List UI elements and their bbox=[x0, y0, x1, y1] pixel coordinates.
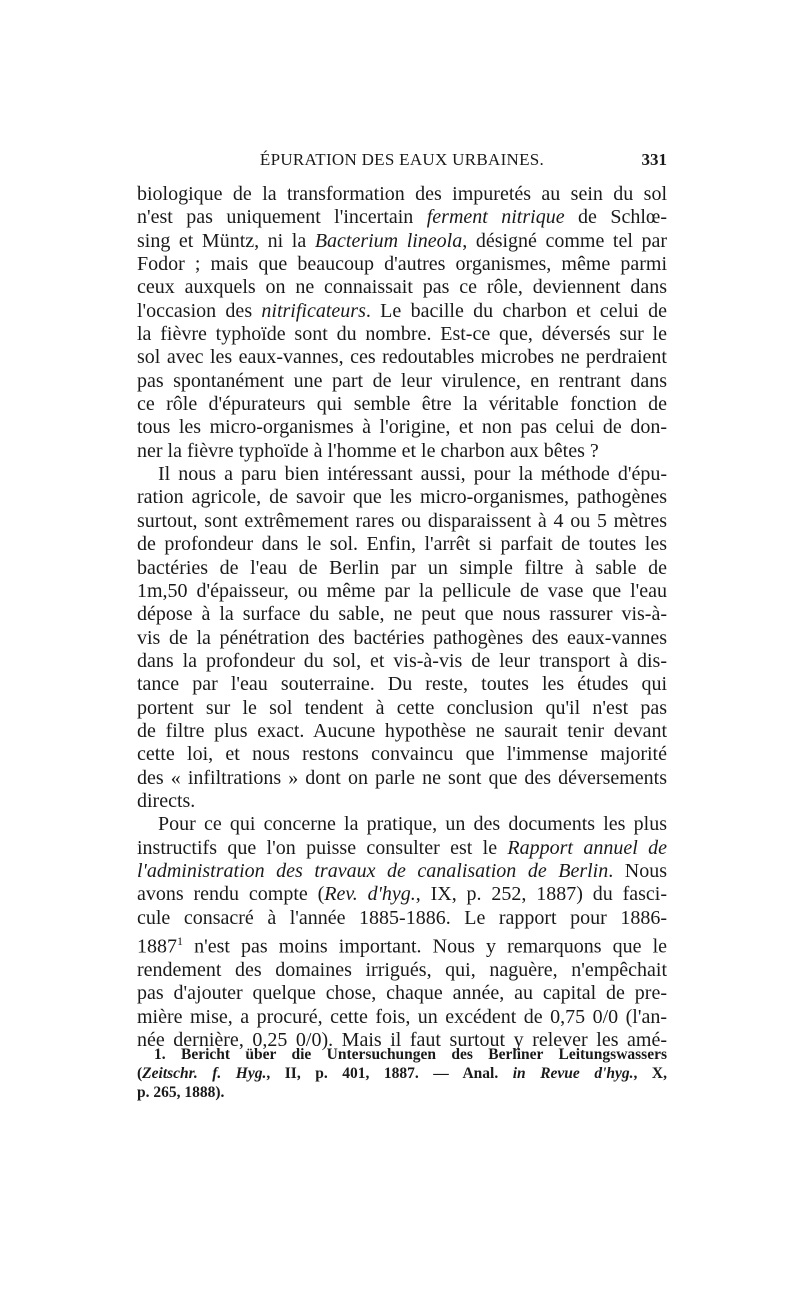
text-line: 1m,50 d'épaisseur, ou même par la pellicule de vase que l'eau bbox=[137, 579, 667, 602]
text-line: sol avec les eaux-vannes, ces redoutables microbes ne perdraient bbox=[137, 346, 667, 369]
text-line: tous les micro-organismes à l'origine, et non pas celui de don- bbox=[137, 416, 667, 439]
text-line: Pour ce qui concerne la pratique, un des documents les plus bbox=[158, 813, 667, 836]
text-line: ration agricole, de savoir que les micro-organismes, pathogènes bbox=[137, 486, 667, 509]
text-line: mière mise, a procuré, cette fois, un excédent de 0,75 0/0 (l'an- bbox=[137, 1005, 667, 1028]
text-line: ceux auxquels on ne connaissait pas ce rôle, deviennent dans bbox=[137, 276, 667, 299]
footnotes bbox=[137, 1045, 667, 1102]
footnote-line: p. 265, 1888). bbox=[137, 1084, 225, 1101]
running-title: ÉPURATION DES EAUX URBAINES. bbox=[259, 150, 545, 169]
text-line: bactéries de l'eau de Berlin par un simple filtre à sable de bbox=[137, 556, 667, 579]
text-line: portent sur le sol tendent à cette conclusion qu'il n'est pas bbox=[137, 696, 667, 719]
text-line: tance par l'eau souterraine. Du reste, toutes les études qui bbox=[137, 673, 667, 696]
text-line: des « infiltrations » dont on parle ne sont que des déversements bbox=[137, 766, 667, 789]
text-line: cule consacré à l'année 1885-1886. Le rapport pour 1886- bbox=[137, 906, 667, 929]
text-line: dans la profondeur du sol, et vis-à-vis de leur transport à dis- bbox=[137, 649, 667, 672]
text-line: sing et Müntz, ni la Bacterium lineola, désigné comme tel par bbox=[137, 229, 668, 252]
text-line: l'administration des travaux de canalisation de Berlin. Nous bbox=[137, 859, 667, 882]
text-line: ce rôle d'épurateurs qui semble être la véritable fonction de bbox=[137, 393, 667, 416]
text-line: Fodor ; mais que beaucoup d'autres organismes, même parmi bbox=[137, 253, 667, 276]
text-line: vis de la pénétration des bactéries pathogènes des eaux-vannes bbox=[137, 626, 667, 649]
text-line: la fièvre typhoïde sont du nombre. Est-ce que, déversés sur le bbox=[137, 323, 667, 346]
text-line: rendement des domaines irrigués, qui, naguère, n'empêchait bbox=[137, 959, 667, 981]
footnote-ref: 1 bbox=[177, 934, 183, 948]
body-text bbox=[137, 183, 667, 1052]
text-line: l'occasion des nitrificateurs. Le bacille du charbon et celui de bbox=[137, 299, 667, 322]
text-line: de filtre plus exact. Aucune hypothèse ne saurait tenir devant bbox=[137, 719, 667, 742]
running-header bbox=[137, 150, 667, 178]
text-line: biologique de la transformation des impuretés au sein du sol bbox=[137, 183, 667, 205]
text-line: 1887$^1$ n'est pas moins important. Nous y remarquons que le bbox=[137, 934, 667, 958]
text-line: dépose à la surface du sable, ne peut que nous rassurer vis-à- bbox=[137, 603, 667, 626]
footnote-line: 1. Bericht über die Untersuchungen des Berliner Leitungswassers bbox=[154, 1046, 667, 1063]
footnote-line: (Zeitschr. f. Hyg., II, p. 401, 1887. — Anal. in Revue d'hyg., X, bbox=[137, 1065, 667, 1082]
text-line: n'est pas uniquement l'incertain ferment nitrique de Schlœ- bbox=[137, 206, 667, 229]
text-line: de profondeur dans le sol. Enfin, l'arrêt si parfait de toutes les bbox=[137, 533, 667, 556]
text-line: pas spontanément une part de leur virulence, en rentrant dans bbox=[137, 369, 667, 392]
text-line: pas d'ajouter quelque chose, chaque année, au capital de pre- bbox=[137, 982, 667, 1005]
text-line: Il nous a paru bien intéressant aussi, pour la méthode d'épu- bbox=[158, 463, 667, 486]
text-line: instructifs que l'on puisse consulter est le Rapport annuel de bbox=[137, 836, 667, 859]
text-line: ner la fièvre typhoïde à l'homme et le charbon aux bêtes ? bbox=[137, 439, 599, 462]
text-line: directs. bbox=[137, 789, 196, 812]
text-line: cette loi, et nous restons convaincu que l'immense majorité bbox=[137, 743, 667, 766]
text-line: avons rendu compte (Rev. d'hyg., IX, p. 252, 1887) du fasci- bbox=[137, 883, 667, 906]
text-line: née dernière, 0,25 0/0). Mais il faut surtout y relever les amé- bbox=[137, 1029, 667, 1052]
page-number: 331 bbox=[641, 150, 667, 169]
text-line: surtout, sont extrêmement rares ou disparaissent à 4 ou 5 mètres bbox=[137, 509, 667, 532]
